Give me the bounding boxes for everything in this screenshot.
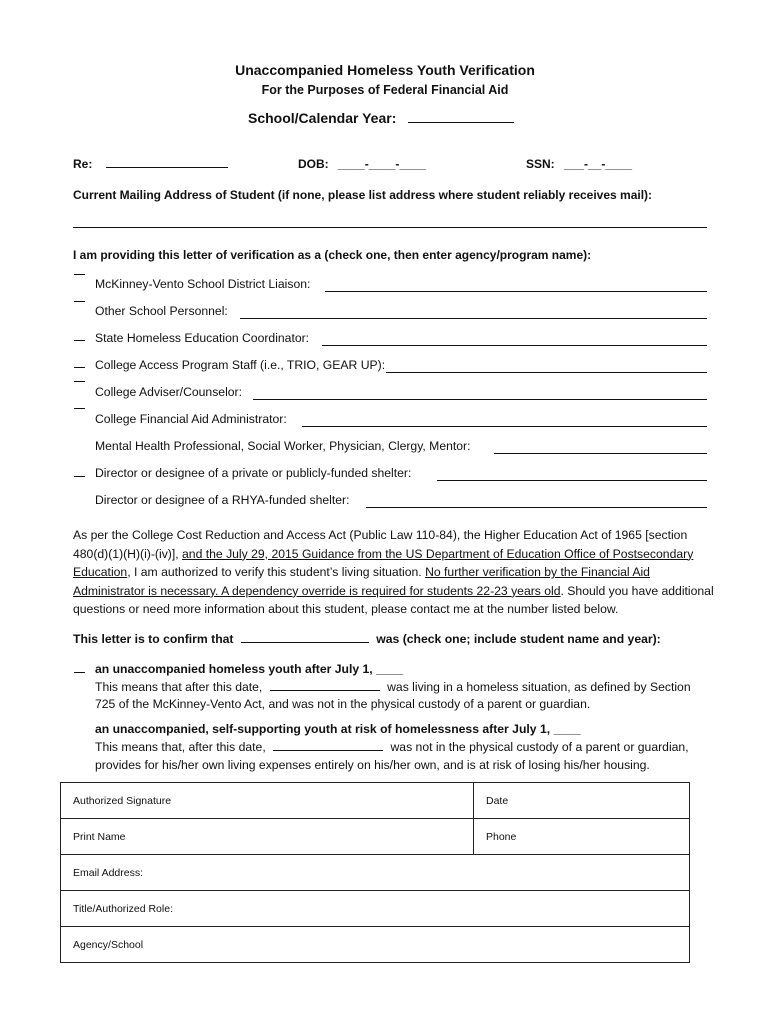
signature-table: [60, 782, 690, 963]
at-risk-youth-line1: [95, 740, 689, 754]
re-label: Re:: [73, 157, 93, 171]
option-shelter-label: Director or designee of a private or publicly-funded shelter:: [95, 466, 412, 480]
at-risk-youth-text: This means that, after this date,: [95, 740, 266, 754]
dob-field[interactable]: ____-____-____: [338, 157, 427, 171]
dob-row: [298, 157, 426, 171]
address-label: Current Mailing Address of Student (if none, please list address where student reliably receives mail):: [73, 188, 653, 202]
option-state-coordinator-label: State Homeless Education Coordinator:: [95, 331, 310, 345]
confirm-prefix: This letter is to confirm that: [73, 632, 234, 646]
confirm-suffix: was (check one; include student name and year):: [376, 632, 661, 646]
school-year-field[interactable]: [408, 122, 514, 123]
school-year-label: School/Calendar Year:: [248, 110, 397, 126]
statement-no-further-verification: No further verification by the Financial Aid Administrator is necessary. A dependency override is required for students 22-23 years old: [73, 565, 650, 598]
authorized-signature-cell[interactable]: Authorized Signature: [61, 783, 474, 819]
option-mckinney-vento-label: McKinney-Vento School District Liaison:: [95, 277, 311, 291]
option-rhya-shelter-field[interactable]: [366, 507, 707, 508]
homeless-youth-line1: [95, 680, 691, 694]
homeless-youth-title: an unaccompanied homeless youth after July 1, ____: [95, 662, 404, 676]
option-college-access-field[interactable]: [386, 372, 707, 373]
option-college-access-label: College Access Program Staff (i.e., TRIO, GEAR UP):: [95, 358, 386, 372]
phone-cell[interactable]: Phone: [474, 819, 690, 855]
at-risk-youth-line2: provides for his/her own living expenses entirely on his/her own, and is at risk of losing his/her housing.: [95, 758, 650, 772]
checkbox-option-2[interactable]: [74, 301, 85, 302]
re-field[interactable]: [106, 167, 228, 168]
homeless-date-field[interactable]: [270, 690, 380, 691]
statement-text: As per the College Cost Reduction and Access Act (Public Law 110-84), the Higher Education Act of 1965 [section 480(d)(1)(H)(i)-(iv)],: [73, 528, 688, 561]
ssn-row: [526, 157, 632, 171]
print-name-cell[interactable]: Print Name: [61, 819, 474, 855]
option-college-adviser-label: College Adviser/Counselor:: [95, 385, 243, 399]
option-mental-health-field[interactable]: [494, 453, 707, 454]
document-title: Unaccompanied Homeless Youth Verification: [235, 62, 535, 78]
date-cell[interactable]: Date: [474, 783, 690, 819]
document-subtitle: For the Purposes of Federal Financial Aid: [261, 83, 509, 97]
authorization-statement: [73, 526, 718, 619]
checkbox-option-1[interactable]: [74, 274, 85, 275]
email-cell[interactable]: Email Address:: [61, 855, 690, 891]
option-college-adviser-field[interactable]: [253, 399, 707, 400]
option-financial-aid-label: College Financial Aid Administrator:: [95, 412, 287, 426]
statement-guidance-link: and the July 29, 2015 Guidance from the US Department of Education Office of Postsecondary Education: [73, 546, 694, 580]
homeless-youth-text: was living in a homeless situation, as defined by Section: [387, 680, 691, 694]
option-shelter-field[interactable]: [437, 480, 707, 481]
confirm-row: [73, 632, 661, 646]
providing-heading: I am providing this letter of verification as a (check one, then enter agency/program name):: [73, 248, 592, 262]
agency-school-cell[interactable]: Agency/School: [61, 927, 690, 963]
school-year-row: [248, 110, 514, 126]
ssn-label: SSN:: [526, 157, 555, 171]
statement-text: . Should you have additional questions or need more information about this student, please contact me at the number listed below.: [73, 583, 714, 617]
checkbox-option-8[interactable]: [74, 476, 85, 477]
homeless-youth-text: This means that after this date,: [95, 680, 263, 694]
at-risk-date-field[interactable]: [273, 750, 383, 751]
checkbox-option-4[interactable]: [74, 367, 85, 368]
option-mckinney-vento-field[interactable]: [325, 291, 707, 292]
dob-label: DOB:: [298, 157, 329, 171]
option-financial-aid-field[interactable]: [302, 426, 707, 427]
checkbox-option-3[interactable]: [74, 340, 85, 341]
at-risk-youth-title: an unaccompanied, self-supporting youth at risk of homelessness after July 1, ____: [95, 722, 581, 736]
checkbox-option-5[interactable]: [74, 381, 85, 382]
homeless-youth-line2: 725 of the McKinney-Vento Act, and was not in the physical custody of a parent or guardian.: [95, 697, 591, 711]
at-risk-youth-text: was not in the physical custody of a parent or guardian,: [390, 740, 689, 754]
ssn-field[interactable]: ___-__-____: [564, 157, 633, 171]
student-name-field[interactable]: [241, 642, 369, 643]
checkbox-homeless-youth[interactable]: [74, 672, 85, 673]
statement-text: , I am authorized to verify this student’s living situation.: [127, 565, 426, 580]
option-other-school-field[interactable]: [240, 318, 707, 319]
option-state-coordinator-field[interactable]: [322, 345, 707, 346]
option-other-school-label: Other School Personnel:: [95, 304, 228, 318]
checkbox-option-6[interactable]: [74, 408, 85, 409]
title-role-cell[interactable]: Title/Authorized Role:: [61, 891, 690, 927]
option-rhya-shelter-label: Director or designee of a RHYA-funded shelter:: [95, 493, 350, 507]
address-field[interactable]: [73, 227, 707, 228]
option-mental-health-label: Mental Health Professional, Social Worker, Physician, Clergy, Mentor:: [95, 439, 471, 453]
re-row: [73, 157, 228, 171]
